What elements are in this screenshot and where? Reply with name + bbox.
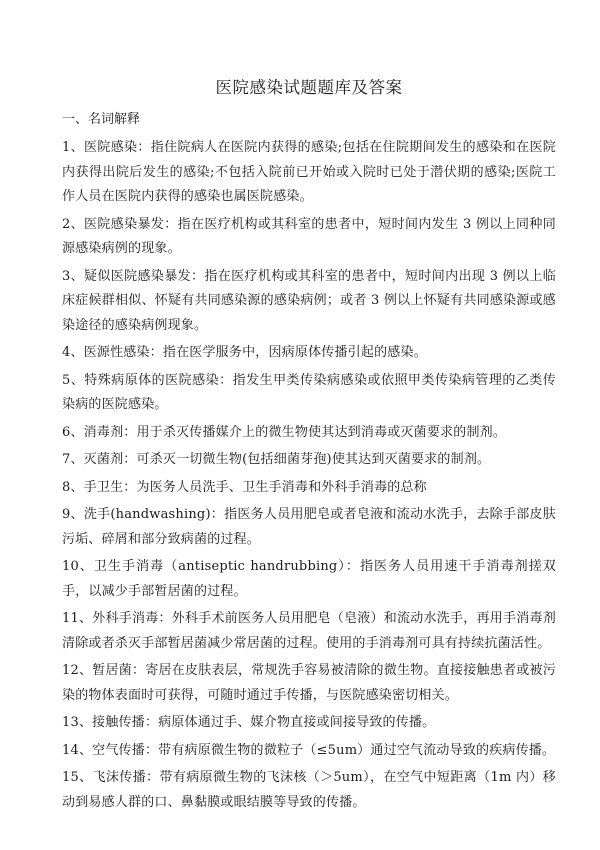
- entry-definition: 指在医学服务中，因病原体传播引起的感染。: [162, 345, 427, 360]
- entry-term: 14、空气传播：: [62, 742, 159, 758]
- entry-handwashing: [62, 503, 556, 552]
- entry-definition: 指住院病人在医院内获得的感染;包括在住院期间发生的感染和在医院内获得出院后发生的感染;不包括入院前已开始或入院时已处于潜伏期的感染;医院工作人员在医院内获得的感染也属医院感染。: [62, 140, 556, 204]
- entry-definition: 带有病原微生物的飞沫核（＞5um），在空气中短距离（1m 内）移动到易感人群的口、鼻黏膜或眼结膜等导致的传播。: [62, 770, 556, 810]
- entry-hospital-infection: [62, 136, 556, 210]
- entry-term: 10、卫生手消毒（antiseptic handrubbing）：: [62, 559, 360, 574]
- entry-definition: 外科手术前医务人员用肥皂（皂液）和流动水洗手，再用手消毒剂清除或者杀灭手部暂居菌减少常居菌的过程。使用的手消毒剂可具有持续抗菌活性。: [62, 611, 557, 651]
- entry-suspected-outbreak: [62, 265, 556, 339]
- entry-definition: 用于杀灭传播媒介上的微生物使其达到消毒或灭菌要求的制剂。: [136, 424, 507, 440]
- entry-term: 4、医源性感染：: [62, 345, 163, 360]
- entry-definition: 指医务人员用速干手消毒剂搓双手，以减少手部暂居菌的过程。: [62, 559, 556, 599]
- entry-iatrogenic-infection: [62, 341, 556, 366]
- entry-definition: 指在医疗机构或其科室的患者中，短时间内出现 3 例以上临床症候群相似、怀疑有共同感染源的感染病例；或者 3 例以上怀疑有共同感染源或感染途径的感染病例现象。: [62, 268, 556, 333]
- entry-term: 13、接触传播：: [62, 715, 159, 730]
- document-title: 医院感染试题题库及答案: [215, 78, 403, 97]
- section-heading: 一、名词解释: [62, 112, 141, 127]
- entry-term: 6、消毒剂：: [62, 424, 137, 440]
- entry-definition: 可杀灭一切微生物(包括细菌芽孢)使其达到灭菌要求的制剂。: [136, 452, 491, 467]
- entry-definition: 指发生甲类传染病感染或依照甲类传染病管理的乙类传染病的医院感染。: [62, 372, 556, 412]
- entry-surgical-hand-antisepsis: [62, 607, 556, 656]
- entry-antiseptic-handrubbing: [62, 555, 556, 604]
- entry-sterilant: [62, 448, 556, 473]
- entry-term: 2、医院感染暴发：: [62, 216, 178, 232]
- entry-term: 12、暂居菌：: [62, 663, 146, 678]
- entry-airborne-transmission: [62, 739, 556, 764]
- entry-term: 15、飞沫传播：: [62, 770, 160, 785]
- entry-definition: 指在医疗机构或其科室的患者中，短时间内发生 3 例以上同种同源感染病例的现象。: [62, 216, 556, 256]
- entry-definition: 带有病原微生物的微粒子（≤5um）通过空气流动导致的疾病传播。: [158, 742, 556, 758]
- entry-infection-outbreak: [62, 213, 556, 262]
- entry-transient-flora: [62, 659, 556, 708]
- entry-term: 8、手卫生：: [62, 479, 137, 495]
- entry-term: 3、疑似医院感染暴发：: [62, 268, 205, 284]
- entry-term: 1、医院感染：: [62, 140, 151, 155]
- entry-term: 7、灭菌剂：: [62, 452, 137, 467]
- entry-definition: 寄居在皮肤表层，常规洗手容易被清除的微生物。直接接触患者或被污染的物体表面时可获得，可随时通过手传播，与医院感染密切相关。: [62, 663, 556, 703]
- entry-definition: 病原体通过手、媒介物直接或间接导致的传播。: [158, 715, 436, 730]
- entry-special-pathogen: [62, 369, 556, 418]
- entry-definition: 为医务人员洗手、卫生手消毒和外科手消毒的总称: [136, 479, 427, 495]
- entry-term: 9、洗手(handwashing)：: [62, 507, 225, 522]
- entry-disinfectant: [62, 421, 556, 446]
- entry-contact-transmission: [62, 711, 556, 736]
- entry-term: 5、特殊病原体的医院感染：: [62, 372, 233, 388]
- entry-term: 11、外科手消毒：: [62, 611, 172, 626]
- entry-droplet-transmission: [62, 766, 556, 815]
- entry-hand-hygiene: [62, 476, 556, 501]
- entry-definition: 指医务人员用肥皂或者皂液和流动水洗手，去除手部皮肤污垢、碎屑和部分致病菌的过程。: [62, 507, 556, 547]
